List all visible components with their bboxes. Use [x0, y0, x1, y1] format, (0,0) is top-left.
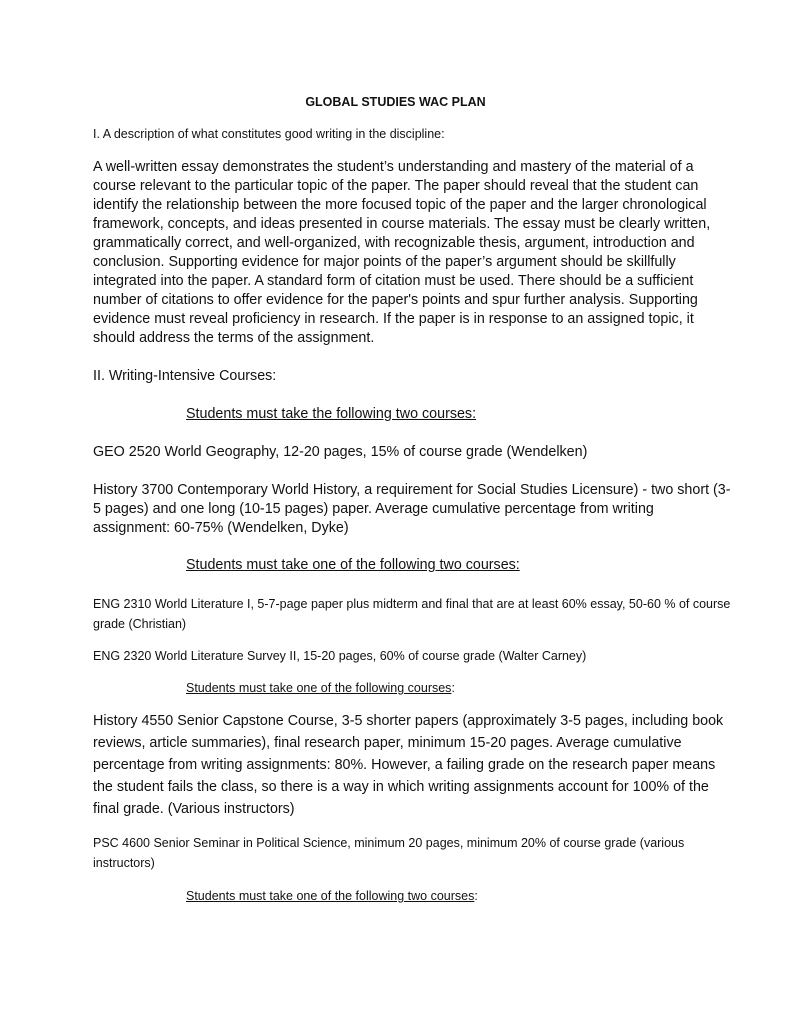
group3-course-history4550: History 4550 Senior Capstone Course, 3-5 shorter papers (approximately 3-5 pages, including book reviews, article summaries), final research paper, minimum 15-20 pages. Average cumulative percentage from writing assignments: 80%. However, a failing grade on the research paper means the student fails the class, so there is a way in which writing assignments account for 100% of the final grade. (Various instructors) [93, 713, 724, 817]
group3-heading [186, 678, 726, 698]
document-title: GLOBAL STUDIES WAC PLAN [305, 95, 486, 109]
section1-body: A well-written essay demonstrates the student’s understanding and mastery of the material of a course relevant to the particular topic of the paper. The paper should reveal that the student can identify the relationship between the more focused topic of the paper and the larger chronological framework, concepts, and ideas presented in course materials. The essay must be clearly written, grammatically correct, and well-organized, with recognizable thesis, argument, introduction and conclusion. Supporting evidence for major points of the paper’s argument should be skillfully integrated into the paper. A standard form of citation must be used. There should be a sufficient number of citations to offer evidence for the paper's points and spur further analysis. Supporting evidence must reveal proficiency in research. If the paper is in response to an assigned topic, it should address the terms of the assignment. [93, 159, 711, 346]
group3-heading-colon: : [451, 681, 455, 695]
group1-course-history3700: History 3700 Contemporary World History, a requirement for Social Studies Licensure) - two short (3-5 pages) and one long (10-15 pages) paper. Average cumulative percentage from writing assignment: 60-75% (Wendelken, Dyke) [93, 482, 731, 536]
group4-heading-text: Students must take one of the following two courses [186, 889, 475, 903]
group1-course-geo2520: GEO 2520 World Geography, 12-20 pages, 15% of course grade (Wendelken) [93, 444, 588, 460]
section1-heading: I. A description of what constitutes good writing in the discipline: [93, 127, 445, 141]
group2-course-eng2320: ENG 2320 World Literature Survey II, 15-20 pages, 60% of course grade (Walter Carney) [93, 649, 587, 663]
group4-heading-colon: : [474, 889, 478, 903]
group4-heading [186, 886, 726, 906]
group3-course-psc4600: PSC 4600 Senior Seminar in Political Science, minimum 20 pages, minimum 20% of course grade (various instructors) [93, 836, 685, 870]
group1-heading: Students must take the following two courses: [186, 406, 477, 422]
group2-heading: Students must take one of the following two courses: [186, 557, 520, 573]
group3-heading-text: Students must take one of the following courses [186, 681, 452, 695]
section2-heading: II. Writing-Intensive Courses: [93, 368, 277, 384]
group2-course-eng2310: ENG 2310 World Literature I, 5-7-page paper plus midterm and final that are at least 60% essay, 50-60 % of course grade (Christian) [93, 597, 731, 631]
